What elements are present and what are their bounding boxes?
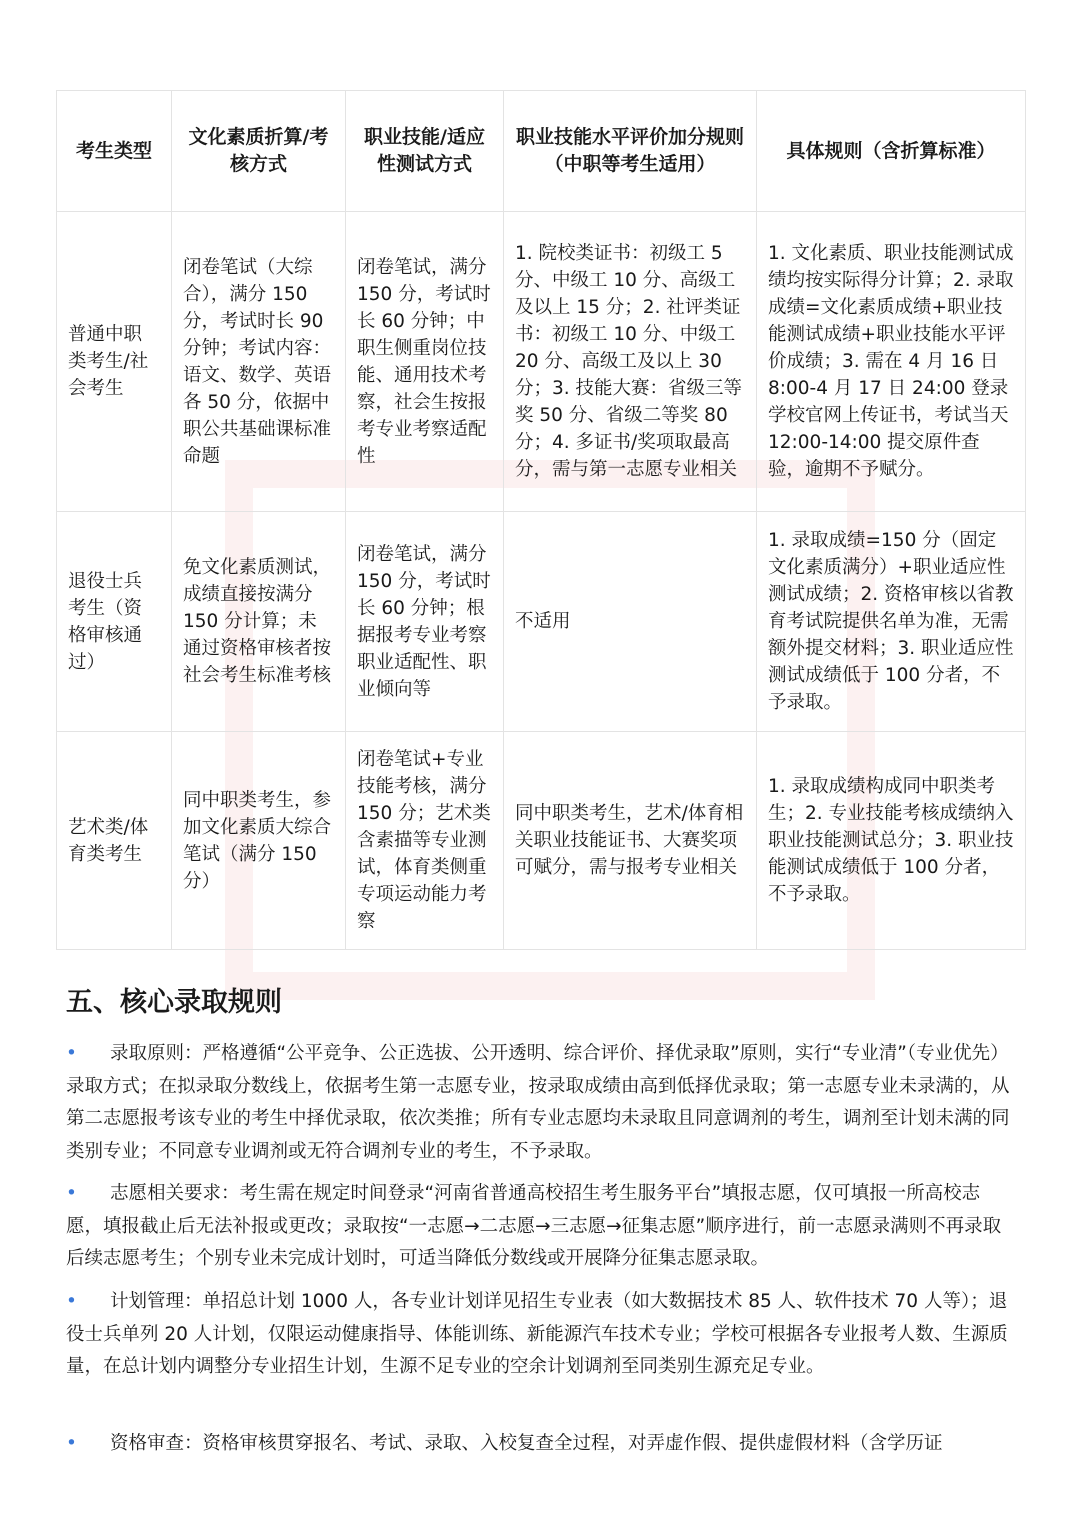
section-title: 五、核心录取规则 bbox=[66, 987, 282, 1018]
table-row bbox=[57, 512, 1026, 732]
table-header-cell: 考生类型 bbox=[57, 91, 172, 212]
table-cell: 1. 院校类证书：初级工 5 分、中级工 10 分、高级工及以上 15 分；2. 社评类证书：初级工 10 分、中级工 20 分、高级工及以上 30 分；3. 技能大赛：省级三等奖 50 分、省级二等奖 80 分；4. 多证书/奖项取最高分，需与第一志愿专业相关 bbox=[504, 212, 757, 512]
bullet-icon: • bbox=[66, 1433, 77, 1454]
table-header-cell: 职业技能水平评价加分规则 （中职等考生适用） bbox=[504, 91, 757, 212]
bullet-icon: • bbox=[66, 1043, 77, 1064]
bullet-icon: • bbox=[66, 1291, 77, 1312]
table-cell: 同中职类考生，参加文化素质大综合笔试（满分 150 分） bbox=[172, 732, 346, 950]
table-header-cell: 具体规则（含折算标准） bbox=[757, 91, 1026, 212]
table-cell: 1. 录取成绩构成同中职类考生；2. 专业技能考核成绩纳入职业技能测试总分；3. 职业技能测试成绩低于 100 分者，不予录取。 bbox=[757, 732, 1026, 950]
table-cell: 闭卷笔试+专业技能考核，满分 150 分；艺术类含素描等专业测试，体育类侧重专项运动能力考察 bbox=[346, 732, 504, 950]
table-header-cell: 文化素质折算/考核方式 bbox=[172, 91, 346, 212]
table-row bbox=[57, 212, 1026, 512]
table-cell: 闭卷笔试（大综合），满分 150 分，考试时长 90 分钟；考试内容：语文、数学、英语各 50 分，依据中职公共基础课标准命题 bbox=[172, 212, 346, 512]
rule-paragraph-plan bbox=[66, 1286, 1016, 1384]
table-cell: 艺术类/体育类考生 bbox=[57, 732, 172, 950]
rule-paragraph-qualification bbox=[66, 1428, 1016, 1461]
rule-paragraph-admission-principle bbox=[66, 1038, 1016, 1168]
table-cell: 1. 录取成绩=150 分（固定文化素质满分）+职业适应性测试成绩；2. 资格审核以省教育考试院提供名单为准，无需额外提交材料；3. 职业适应性测试成绩低于 100 分者，不予录取。 bbox=[757, 512, 1026, 732]
table-header-row bbox=[57, 91, 1026, 212]
table-cell: 退役士兵考生（资格审核通过） bbox=[57, 512, 172, 732]
table-header-cell: 职业技能/适应性测试方式 bbox=[346, 91, 504, 212]
paragraph-text: 录取原则：严格遵循“公平竞争、公正选拔、公开透明、综合评价、择优录取”原则，实行“专业清”（专业优先）录取方式；在拟录取分数线上，依据考生第一志愿专业，按录取成绩由高到低择优录取；第一志愿专业未录满的，从第二志愿报考该专业的考生中择优录取，依次类推；所有专业志愿均未录取且同意调剂的考生，调剂至计划未满的同类别专业；不同意专业调剂或无符合调剂专业的考生，不予录取。 bbox=[66, 1043, 1010, 1162]
table-cell: 普通中职类考生/社会考生 bbox=[57, 212, 172, 512]
table-cell: 闭卷笔试，满分 150 分，考试时长 60 分钟；根据报考专业考察职业适配性、职业倾向等 bbox=[346, 512, 504, 732]
table-cell: 免文化素质测试，成绩直接按满分 150 分计算；未通过资格审核者按社会考生标准考核 bbox=[172, 512, 346, 732]
table-row bbox=[57, 732, 1026, 950]
paragraph-text: 志愿相关要求：考生需在规定时间登录“河南省普通高校招生考生服务平台”填报志愿，仅可填报一所高校志愿，填报截止后无法补报或更改；录取按“一志愿→二志愿→三志愿→征集志愿”顺序进行，前一志愿录满则不再录取后续志愿考生；个别专业未完成计划时，可适当降低分数线或开展降分征集志愿录取。 bbox=[66, 1183, 1002, 1269]
paragraph-text: 计划管理：单招总计划 1000 人，各专业计划详见招生专业表（如大数据技术 85 人、软件技术 70 人等）；退役士兵单列 20 人计划，仅限运动健康指导、体能训练、新能源汽车技术专业；学校可根据各专业报考人数、生源质量，在总计划内调整分专业招生计划，生源不足专业的空余计划调剂至同类别生源充足专业。 bbox=[66, 1291, 1008, 1377]
bullet-icon: • bbox=[66, 1183, 77, 1204]
table-cell: 不适用 bbox=[504, 512, 757, 732]
paragraph-text: 资格审查：资格审核贯穿报名、考试、录取、入校复查全过程，对弄虚作假、提供虚假材料（含学历证 bbox=[110, 1433, 943, 1454]
table-cell: 1. 文化素质、职业技能测试成绩均按实际得分计算；2. 录取成绩=文化素质成绩+职业技能测试成绩+职业技能水平评价成绩；3. 需在 4 月 16 日 8:00-4 月 17 日 24:00 登录学校官网上传证书，考试当天 12:00-14:00 提交原件查验，逾期不予赋分。 bbox=[757, 212, 1026, 512]
rule-paragraph-volunteer bbox=[66, 1178, 1016, 1276]
admission-table bbox=[56, 90, 1026, 950]
table-cell: 同中职类考生，艺术/体育相关职业技能证书、大赛奖项可赋分，需与报考专业相关 bbox=[504, 732, 757, 950]
table-cell: 闭卷笔试，满分 150 分，考试时长 60 分钟；中职生侧重岗位技能、通用技术考察，社会生按报考专业考察适配性 bbox=[346, 212, 504, 512]
